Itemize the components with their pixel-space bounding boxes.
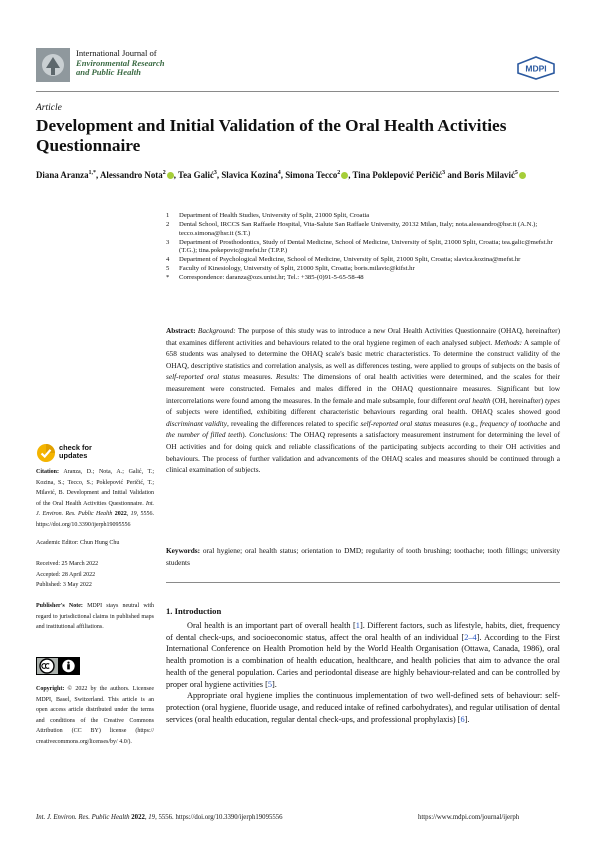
publisher-note <box>36 601 154 633</box>
publisher-note-label: Publisher's Note: <box>36 603 83 609</box>
citation-segment: , <box>126 511 131 517</box>
abstract-segment: The purpose of this study was to introduce a new Oral Health Activities Questionnaire (OHAQ, hereinafter) that examines different activities and behaviours related to the oral hygiene regimen of each analysed subject. <box>166 326 560 347</box>
citation-segment: Aranza, D.; Nota, A.; Galić, T.; Kozina, S.; Tecco, S.; Poklepović Peričić, T.; Milavić, B. Development and Initial Validation of the Oral Health Activities Questionnaire. <box>36 469 154 507</box>
cc-by-badge-icon <box>36 657 80 675</box>
paragraph <box>166 690 560 725</box>
affiliation-mark: 5 <box>166 265 170 273</box>
paragraph <box>166 620 560 690</box>
date-received: Received: 25 March 2022 <box>36 561 99 567</box>
section-heading-introduction: 1. Introduction <box>166 606 222 616</box>
affiliation-item <box>166 212 561 221</box>
author-affiliation-mark: 3 <box>213 170 217 176</box>
check-for-updates-link[interactable] <box>59 444 92 460</box>
abstract-segment: discriminant validity <box>166 418 227 428</box>
journal-emblem-icon <box>36 48 70 82</box>
cc-by-license-icon[interactable] <box>36 657 80 675</box>
abstract-segment: self-reported oral status <box>360 418 432 428</box>
author-list: Diana Aranza$^{1,*}$, Alessandro Nota$^2$ , Tea Galić$^3$, Slavica Kozina$^4$, Simona Tecco$^2$ , Tina Poklepović Peričić$^3$ and Boris Milavić$^5$ <box>36 167 562 181</box>
check-for-updates-icon[interactable] <box>36 443 56 463</box>
abstract-segment: oral health <box>458 395 491 405</box>
copyright-text: © 2022 by the authors. Licensee MDPI, Basel, Switzerland. This article is an open access article distributed under the terms and conditions of the Creative Commons Attribution (CC BY) license (https:// creativecommons.org/licenses/by/ 4.0/). <box>36 686 154 745</box>
citation-label: Citation: <box>36 469 59 475</box>
affiliation-mark: 2 <box>166 220 170 228</box>
keywords-divider <box>166 582 560 583</box>
affiliation-text: Department of Health Studies, University of Split, 21000 Split, Croatia <box>179 212 370 219</box>
footer-doi: , 5556. https://doi.org/10.3390/ijerph19095556 <box>155 814 283 821</box>
abstract-segment: ). <box>242 430 250 440</box>
affiliation-mark: 3 <box>166 238 170 246</box>
affiliation-item <box>166 274 561 283</box>
footer-volume: 19 <box>148 814 156 821</box>
copyright-label: Copyright: <box>36 686 65 692</box>
abstract-segment: measures. <box>239 372 277 382</box>
article-title: Development and Initial Validation of the Oral Health Activities Questionnaire <box>36 116 507 155</box>
reference-link[interactable]: 2–4 <box>464 632 477 642</box>
author-affiliation-mark: 4 <box>277 170 281 176</box>
author <box>100 170 174 180</box>
author <box>464 170 526 180</box>
affiliation-text: Correspondence: daranza@ozs.unist.hr; Tel.: +385-(0)91-5-65-58-48 <box>179 274 364 282</box>
footer-year: 2022 <box>131 814 145 821</box>
author-affiliation-mark: 5 <box>514 170 518 176</box>
affiliation-item <box>166 265 561 274</box>
check-for-updates-line2: updates <box>59 451 88 460</box>
affiliation-item <box>166 256 561 265</box>
keywords-label: Keywords: <box>166 546 201 555</box>
citation-segment: 19 <box>130 511 137 517</box>
author <box>221 170 280 180</box>
citation <box>36 467 154 530</box>
abstract <box>166 325 560 476</box>
introduction-body <box>166 620 560 725</box>
author-affiliation-mark: 1,* <box>88 170 97 176</box>
abstract-segment: The dimensions of oral health activities were determined, and the scales for their measurement were constructed. Females and males differed in the OHAQ questionnaire measures. Significant but low intercorrelations were found among the measures. In the female and male subsample, four different <box>166 372 561 405</box>
affiliation-text: Department of Psychological Medicine, School of Medicine, University of Split, 21000 Split, Croatia; slavica.kozina@mefst.hr <box>179 256 521 264</box>
citation-segment: 2022 <box>114 511 127 517</box>
svg-text:MDPI: MDPI <box>525 63 547 74</box>
intro-segment: ]. According to the First International Conference on Health Promotion held by the World Health Organisation (Ottawa, Canada, 1986), oral health promotion is a combination of health education, healthcare, and health policies that aim to advance the oral health of the general population. Caries and periodontal disease are highly behaviour-related and can be controlled by proper oral hygiene activities [ <box>166 632 560 689</box>
reference-link[interactable]: 5 <box>267 679 272 689</box>
intro-segment: Appropriate oral hygiene implies the continuous implementation of two well-defined sets of behaviour: self-protection (oral hygiene, fluoride usage, and reduced intake of refined carbohydrates), and regular utilisation of dental services (oral health education, regular dental check-ups, and professional prophylaxis) [ <box>166 691 560 724</box>
header-divider <box>36 91 559 92</box>
author <box>353 170 446 180</box>
author-name: Simona Tecco <box>285 169 338 180</box>
copyright-notice <box>36 684 154 747</box>
abstract-segment: and <box>547 418 560 428</box>
keywords <box>166 545 560 568</box>
affiliation-mark: 1 <box>166 212 170 219</box>
affiliations <box>166 212 561 283</box>
abstract-segment: measures (e.g., <box>431 418 480 428</box>
mdpi-logo <box>516 56 556 80</box>
journal-logo <box>36 48 70 82</box>
affiliation-text: Faculty of Kinesiology, University of Split, 21000 Split, Croatia; boris.milavic@kifst.hr <box>179 265 415 273</box>
author-name: Slavica Kozina <box>221 169 278 180</box>
affiliation-text: Dental School, IRCCS San Raffaele Hospital, Vita-Salute San Raffaele University, 20132 Milan, Italy; nota.alessandro@hsr.it (A.N.); tecco.simona@hsr.it (S.T.) <box>179 220 538 237</box>
abstract-segment: Results: <box>276 372 300 382</box>
abstract-segment: (OH, hereinafter) <box>490 395 545 405</box>
abstract-segment: of subjects were identified, exhibiting different characteristic behaviours regarding oral health. OHAQ scales showed good <box>166 407 560 417</box>
author-affiliation-mark: 2 <box>162 170 166 176</box>
author-affiliation-mark: 2 <box>337 170 341 176</box>
intro-segment: ]. <box>271 679 277 689</box>
citation-body <box>36 469 154 528</box>
journal-name-line3: and Public Health <box>76 67 141 78</box>
affiliation-text: Department of Prosthodontics, Study of Dental Medicine, School of Medicine, University of Split, 21000 Split, Croatia; tea.galic@mefst.hr (T.G.); tina.pokepovic@mefst.hr (T.P.P.) <box>179 238 553 255</box>
check-updates-badge-icon <box>36 443 56 463</box>
intro-segment: Oral health is an important part of overall health [ <box>187 621 356 630</box>
keywords-text: oral hygiene; oral health status; orientation to DMD; regularity of tooth brushing; toothache; tooth fillings; university students <box>166 546 560 567</box>
orcid-icon[interactable] <box>341 172 348 179</box>
abstract-segment: the number of filled teeth <box>166 430 243 440</box>
footer-citation: Int. J. Environ. Res. Public Health 2022, 19, 5556. https://doi.org/10.3390/ijerph19095556 <box>36 814 283 821</box>
abstract-segment: Background: <box>197 326 236 335</box>
abstract-segment: frequency of toothache <box>479 418 548 428</box>
citation-segment: , 5556. https://doi.org/10.3390/ijerph19095556 <box>36 511 155 528</box>
article-type: Article <box>36 103 62 113</box>
author <box>285 170 348 180</box>
abstract-segment: A sample of 658 students was analysed to determine the OHAQ scale's basic metric characteristics. To determine the construct validity of the OHAQ, descriptive statistics and correlation analysis, as well as differences testing, were applied to groups of subjects on the basis of <box>166 337 560 370</box>
author-name: Tina Poklepović Peričić <box>352 169 443 180</box>
abstract-segment: , revealing the differences related to specific <box>226 418 361 428</box>
academic-editor: Academic Editor: Chun Hung Chu <box>36 540 120 546</box>
journal-name-line1: International Journal of <box>76 48 157 58</box>
intro-segment: ]. Different factors, such as lifestyle, habits, diet, frequency of dental check-ups, and socioeconomic status, affect the oral health of an individual [ <box>166 621 560 642</box>
reference-link[interactable]: 1 <box>355 621 360 630</box>
abstract-segment: The OHAQ represents a satisfactory measurement instrument for determining the level of OH activities and for doing quick and reliable classifications of the participating subjects according to their OH activities and behaviours. The process of further validation and advancements of the OHAQ scales and measures should be continued through a clinical examination of subjects. <box>166 430 560 475</box>
reference-link[interactable]: 6 <box>460 714 465 724</box>
publisher-note-text: MDPI stays neutral with regard to jurisdictional claims in published maps and institutional affiliations. <box>36 603 155 630</box>
abstract-segment: self-reported oral status <box>166 372 240 382</box>
citation-segment: Int. J. Environ. Res. Public Health <box>36 500 154 517</box>
author-name: Diana Aranza <box>36 169 89 180</box>
author-affiliation-mark: 3 <box>442 170 446 176</box>
author-name: Tea Galić <box>177 169 214 180</box>
affiliation-mark: * <box>166 274 170 282</box>
abstract-segment: Conclusions: <box>249 430 288 440</box>
intro-segment: ]. <box>464 714 470 724</box>
footer-journal: Int. J. Environ. Res. Public Health <box>36 814 130 821</box>
orcid-icon[interactable] <box>167 172 174 179</box>
author-name: Boris Milavić <box>463 169 515 180</box>
orcid-icon[interactable] <box>519 172 526 179</box>
abstract-label: Abstract: <box>166 326 196 335</box>
date-published: Published: 3 May 2022 <box>36 582 92 588</box>
date-accepted: Accepted: 28 April 2022 <box>36 571 96 578</box>
abstract-segment: Methods: <box>494 337 523 347</box>
journal-name-line2: Environmental Research <box>76 57 165 68</box>
publication-dates <box>36 559 98 591</box>
author-name: Alessandro Nota <box>99 169 163 180</box>
affiliation-item <box>166 239 561 256</box>
affiliation-item <box>166 221 561 238</box>
author <box>178 170 217 180</box>
check-for-updates-line1: check for <box>59 443 92 452</box>
author <box>36 170 96 180</box>
abstract-segment: types <box>545 395 560 405</box>
affiliation-mark: 4 <box>166 256 170 264</box>
footer-journal-url[interactable]: https://www.mdpi.com/journal/ijerph <box>418 814 520 821</box>
mdpi-logo-icon <box>516 56 556 80</box>
journal-name <box>76 49 165 78</box>
abstract-body <box>166 326 560 474</box>
